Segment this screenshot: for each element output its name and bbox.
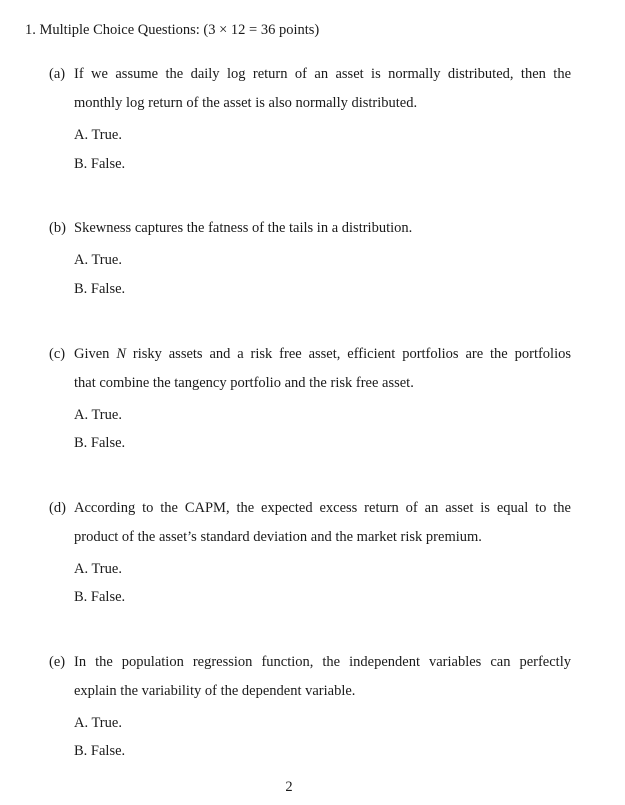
option-e-false[interactable]: B. False.: [74, 743, 126, 759]
option-c-true[interactable]: A. True.: [74, 407, 122, 423]
section-number: 1.: [25, 22, 36, 38]
question-line: [49, 499, 571, 528]
option-e-true[interactable]: A. True.: [74, 715, 122, 731]
section-title: Multiple Choice Questions:: [39, 22, 200, 38]
question-text: Given N risky assets and a risk free asset, efficient portfolios are the portfolios: [74, 346, 571, 362]
question-text: Skewness captures the fatness of the tails in a distribution.: [74, 220, 413, 236]
page-number: 2: [285, 779, 293, 795]
question-label: (b): [49, 220, 66, 236]
question-line: [49, 528, 571, 557]
question-text: that combine the tangency portfolio and the risk free asset.: [74, 374, 414, 391]
question-line: [49, 345, 571, 374]
math-variable-n: N: [116, 346, 126, 362]
option-b-false[interactable]: B. False.: [74, 281, 126, 297]
question-line: [49, 682, 571, 711]
question-a: [49, 65, 571, 122]
question-text: monthly log return of the asset is also normally distributed.: [74, 94, 418, 111]
question-line: [49, 653, 571, 682]
question-line: [49, 65, 571, 94]
question-line: [49, 374, 571, 403]
question-d: [49, 499, 571, 556]
question-label: (d): [49, 500, 66, 516]
question-text: explain the variability of the dependent variable.: [74, 682, 356, 699]
question-label: (c): [49, 346, 66, 362]
question-line: [49, 219, 571, 248]
question-text: In the population regression function, the independent variables can perfectly: [74, 654, 571, 670]
question-c: [49, 345, 571, 402]
section-points: (3 × 12 = 36 points): [203, 22, 320, 38]
option-a-false[interactable]: B. False.: [74, 156, 126, 172]
question-line: [49, 94, 571, 123]
option-b-true[interactable]: A. True.: [74, 252, 122, 268]
option-c-false[interactable]: B. False.: [74, 435, 126, 451]
section-heading: [25, 22, 319, 39]
option-a-true[interactable]: A. True.: [74, 127, 122, 143]
option-d-false[interactable]: B. False.: [74, 589, 126, 605]
question-text: If we assume the daily log return of an asset is normally distributed, then the: [74, 66, 571, 82]
option-d-true[interactable]: A. True.: [74, 561, 122, 577]
question-e: [49, 653, 571, 710]
question-label: (e): [49, 654, 66, 670]
question-b: [49, 219, 571, 248]
question-text: According to the CAPM, the expected excess return of an asset is equal to the: [74, 500, 571, 516]
question-text: product of the asset’s standard deviation and the market risk premium.: [74, 528, 482, 545]
question-label: (a): [49, 66, 66, 82]
